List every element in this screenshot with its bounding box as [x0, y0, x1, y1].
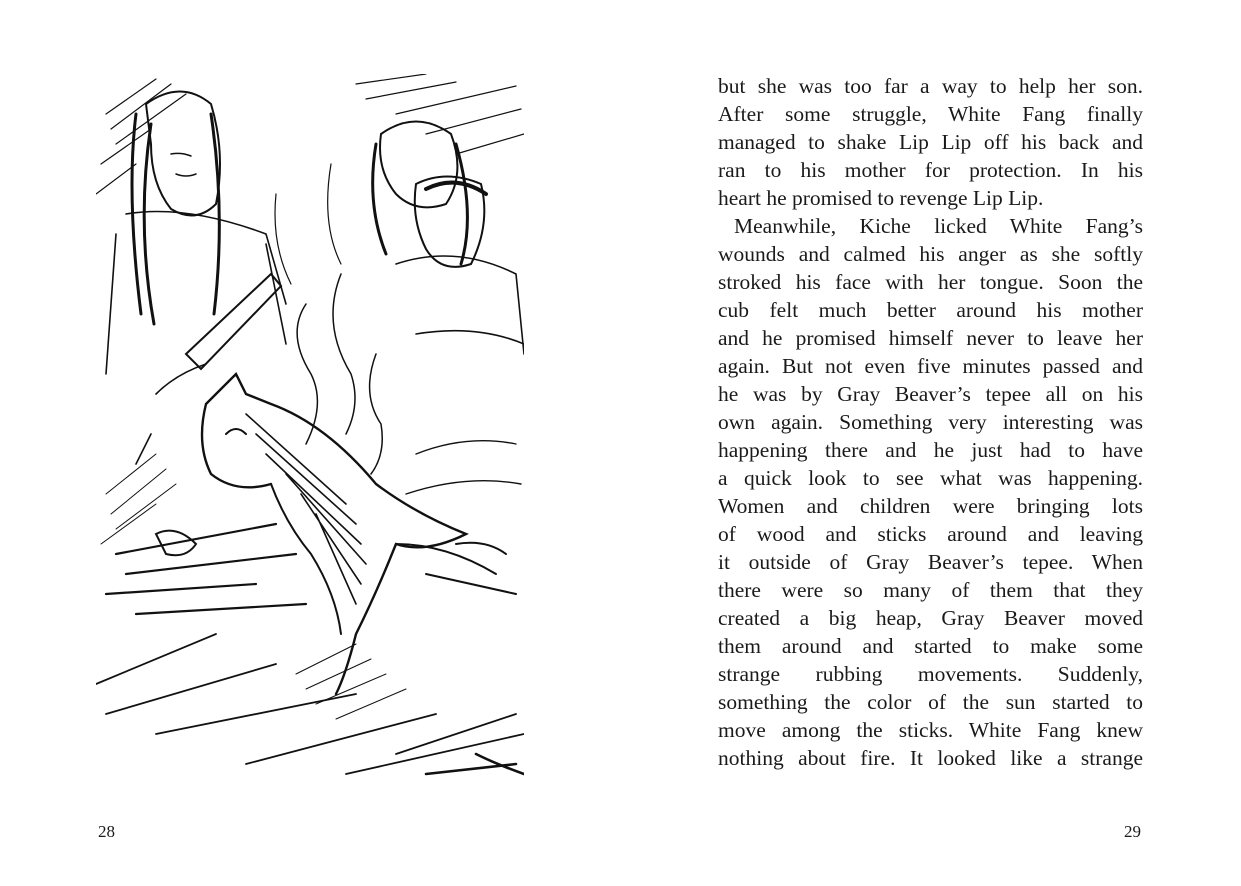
text-line: managed to shake Lip Lip off his back and	[718, 130, 1143, 154]
text-line: he was by Gray Beaver’s tepee all on his	[718, 382, 1143, 406]
text-line: nothing about fire. It looked like a strange	[718, 746, 1143, 770]
text-line: After some struggle, White Fang finally	[718, 102, 1143, 126]
text-line: heart he promised to revenge Lip Lip.	[718, 186, 1044, 210]
text-line: strange rubbing movements. Suddenly,	[718, 662, 1143, 686]
text-line: Women and children were bringing lots	[718, 494, 1143, 518]
text-line: own again. Something very interesting was	[718, 410, 1143, 434]
sketch-illustration	[96, 74, 524, 784]
text-line: it outside of Gray Beaver’s tepee. When	[718, 550, 1143, 574]
text-line: move among the sticks. White Fang knew	[718, 718, 1143, 742]
text-line: and he promised himself never to leave her	[718, 326, 1143, 350]
text-line: there were so many of them that they	[718, 578, 1143, 602]
text-line: of wood and sticks around and leaving	[718, 522, 1143, 546]
text-line: happening there and he just had to have	[718, 438, 1143, 462]
text-line: but she was too far a way to help her son.	[718, 74, 1143, 98]
page-number-right: 29	[1124, 822, 1141, 841]
text-line: created a big heap, Gray Beaver moved	[718, 606, 1143, 630]
wolf-cub-campfire-icon	[96, 74, 524, 784]
text-line: ran to his mother for protection. In his	[718, 158, 1143, 182]
text-line: a quick look to see what was happening.	[718, 466, 1143, 490]
text-line: wounds and calmed his anger as she softly	[718, 242, 1143, 266]
text-line: them around and started to make some	[718, 634, 1143, 658]
text-line: Meanwhile, Kiche licked White Fang’s	[734, 214, 1143, 238]
page-number-left: 28	[98, 822, 115, 841]
page-29-text	[718, 72, 1143, 772]
text-line: again. But not even five minutes passed and	[718, 354, 1143, 378]
text-line: something the color of the sun started to	[718, 690, 1143, 714]
text-line: stroked his face with her tongue. Soon the	[718, 270, 1143, 294]
text-line: cub felt much better around his mother	[718, 298, 1143, 322]
